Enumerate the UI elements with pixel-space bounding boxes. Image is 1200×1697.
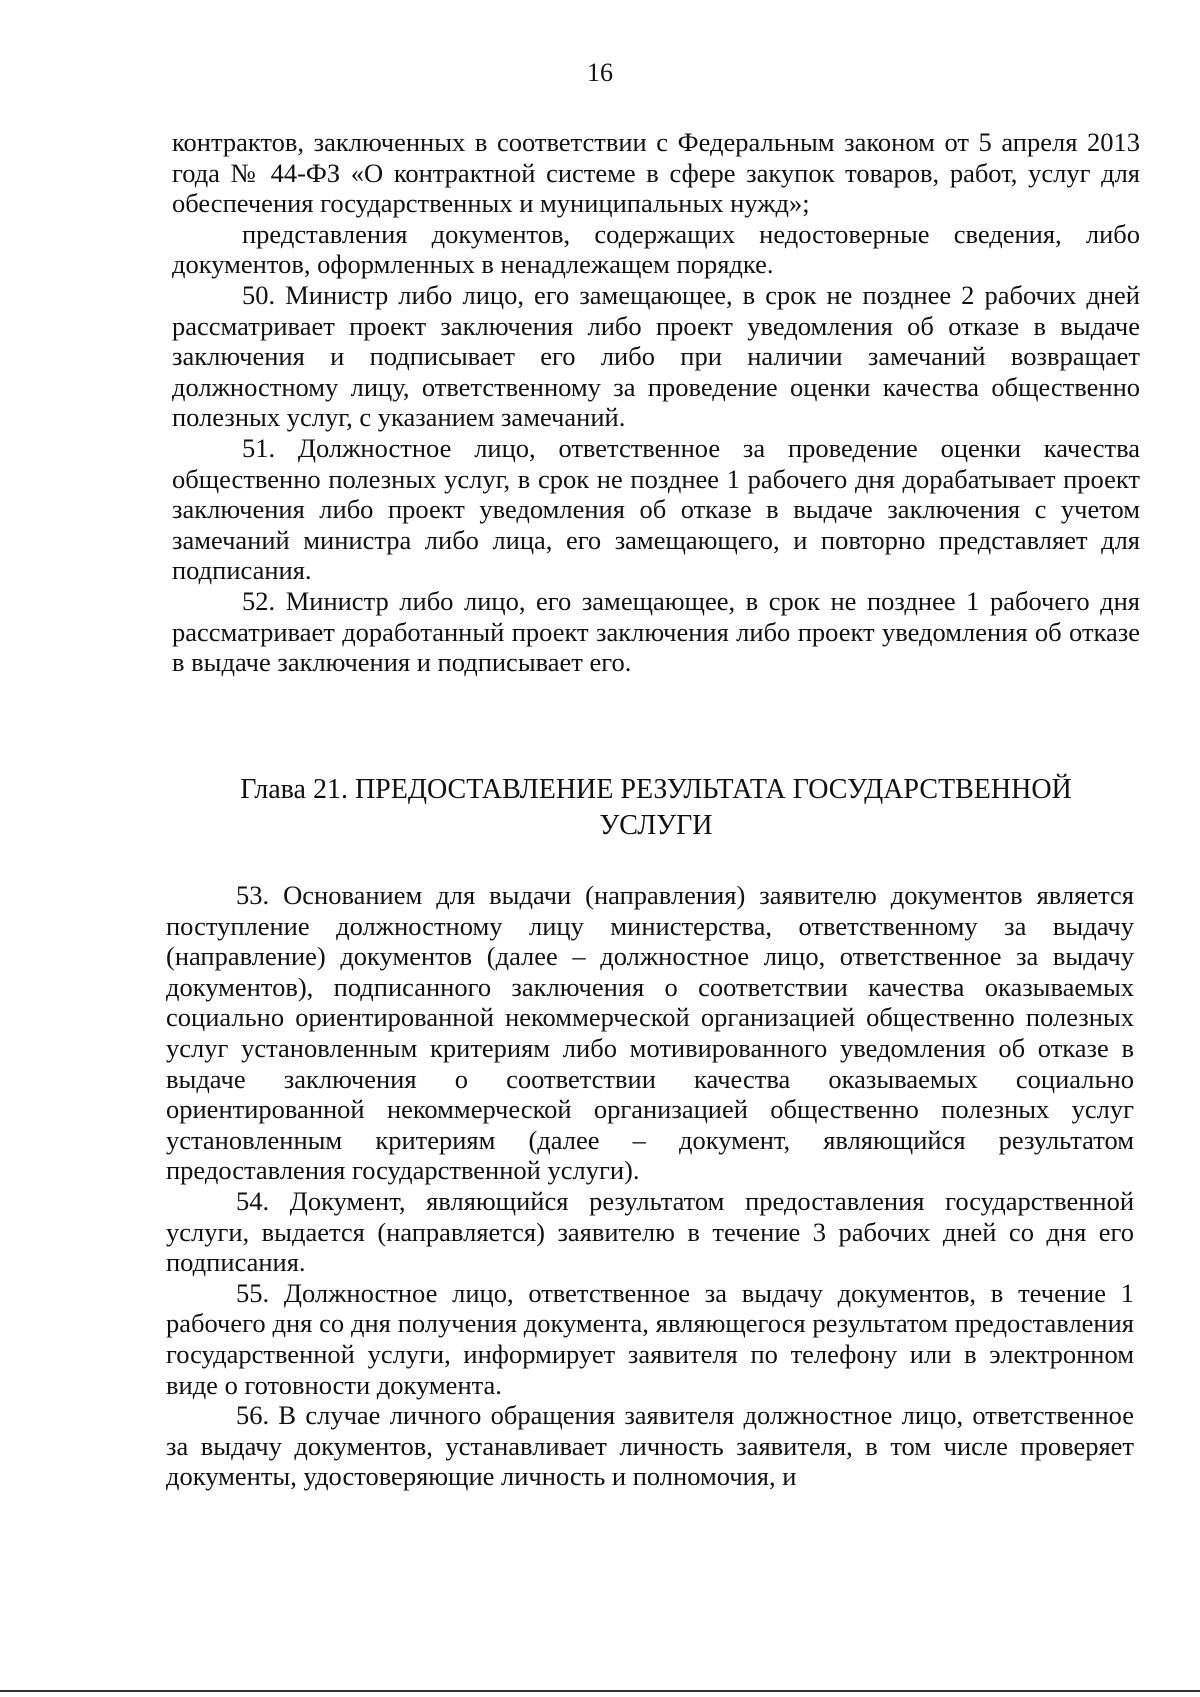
text-section-bottom xyxy=(166,880,1134,1492)
page-number: 16 xyxy=(587,58,613,87)
chapter-heading-line1: Глава 21. ПРЕДОСТАВЛЕНИЕ РЕЗУЛЬТАТА ГОСУДАРСТВЕННОЙ xyxy=(240,774,1072,805)
paragraph-continuation: контрактов, заключенных в соответствии с Федеральным законом от 5 апреля 2013 года № 44-ФЗ «О контрактной системе в сфере закупок товаров, работ, услуг для обеспечения государственных и муниципальных нужд»; xyxy=(172,127,1140,219)
paragraph-52: 52. Министр либо лицо, его замещающее, в срок не позднее 1 рабочего дня рассматривает доработанный проект заключения либо проект уведомления об отказе в выдаче заключения и подписывает его. xyxy=(172,585,1140,678)
paragraph-56: 56. В случае личного обращения заявителя должностное лицо, ответственное за выдачу документов, устанавливает личность заявителя, в том числе проверяет документы, удостоверяющие личность и полномочия, и xyxy=(166,1400,1134,1492)
paragraph-50: 50. Министр либо лицо, его замещающее, в срок не позднее 2 рабочих дней рассматривает проект заключения либо проект уведомления об отказе в выдаче заключения и подписывает его либо при наличии замечаний возвращает должностному лицу, ответственному за проведение оценки качества общественно полезных услуг, с указанием замечаний. xyxy=(172,279,1140,433)
paragraph-54: 54. Документ, являющийся результатом предоставления государственной услуги, выдается (направляется) заявителю в течение 3 рабочих дней со дня его подписания. xyxy=(166,1185,1134,1278)
chapter-heading xyxy=(172,772,1140,844)
text-section-top xyxy=(172,127,1140,678)
chapter-heading-line2: УСЛУГИ xyxy=(599,810,713,841)
paragraph: представления документов, содержащих недостоверные сведения, либо документов, оформленных в ненадлежащем порядке. xyxy=(172,218,1140,280)
paragraph-53: 53. Основанием для выдачи (направления) заявителю документов является поступление должностному лицу министерства, ответственному за выдачу (направление) документов (далее – должностное лицо, ответственное за выдачу документов), подписанного заключения о соответствии качества оказываемых социально ориентированной некоммерческой организацией общественно полезных услуг установленным критериям либо мотивированного уведомления об отказе в выдаче заключения о соответствии качества оказываемых социально ориентированной некоммерческой организацией общественно полезных услуг установленным критериям (далее – документ, являющийся результатом предоставления государственной услуги). xyxy=(166,880,1134,1186)
paragraph-51: 51. Должностное лицо, ответственное за проведение оценки качества общественно полезных услуг, в срок не позднее 1 рабочего дня дорабатывает проект заключения либо проект уведомления об отказе в выдаче заключения с учетом замечаний министра либо лица, его замещающего, и повторно представляет для подписания. xyxy=(172,432,1140,586)
paragraph-55: 55. Должностное лицо, ответственное за выдачу документов, в течение 1 рабочего дня со дня получения документа, являющегося результатом предоставления государственной услуги, информирует заявителя по телефону или в электронном виде о готовности документа. xyxy=(166,1277,1134,1400)
bottom-divider xyxy=(0,1690,1200,1692)
